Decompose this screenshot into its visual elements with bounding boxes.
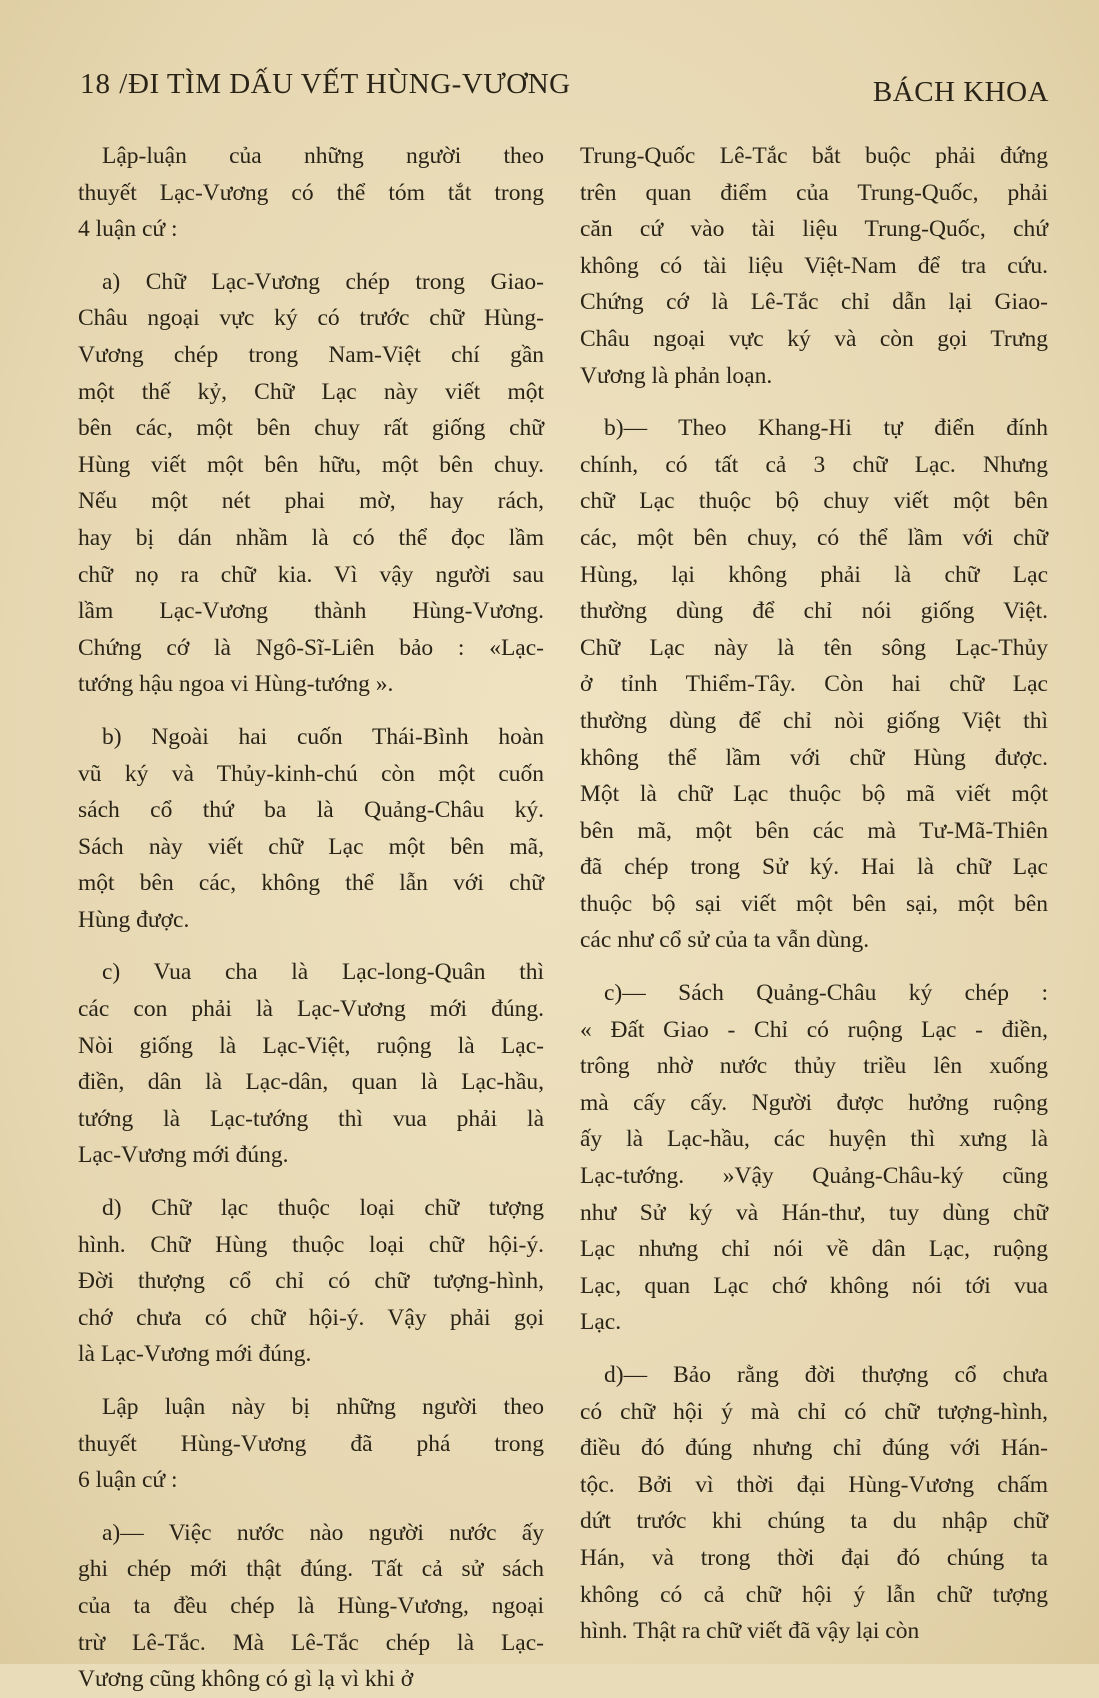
- text-line: Trung-Quốc Lê-Tắc bắt buộc phải đứng: [580, 143, 1048, 169]
- left-column: [78, 138, 544, 1698]
- paragraph: [580, 975, 1048, 1341]
- paragraph: [78, 264, 544, 703]
- text-line: thường dùng để chỉ nói giống Việt.: [580, 598, 1048, 625]
- text-line: Hùng được.: [78, 906, 190, 933]
- text-line: chữ nọ ra chữ kia. Vì vậy người sau: [78, 561, 544, 588]
- text-line: Vương là phản loạn.: [580, 362, 773, 389]
- text-line: không thể lầm với chữ Hùng được.: [580, 744, 1048, 771]
- text-line: b)— Theo Khang-Hi tự điển đính: [604, 415, 1048, 442]
- paragraph: [78, 138, 544, 248]
- text-line: ở tỉnh Thiểm-Tây. Còn hai chữ Lạc: [580, 671, 1048, 698]
- text-line: vũ ký và Thủy-kinh-chú còn một cuốn: [78, 760, 544, 787]
- text-line: Châu ngoại vực ký có trước chữ Hùng-: [78, 305, 544, 332]
- text-line: sách cổ thứ ba là Quảng-Châu ký.: [78, 797, 544, 824]
- text-line: bên các, một bên chuy rất giống chữ: [78, 415, 544, 442]
- text-line: là Lạc-Vương mới đúng.: [78, 1341, 312, 1368]
- text-line: d)— Bảo rằng đời thượng cổ chưa: [604, 1362, 1048, 1388]
- text-line: Chữ Lạc này là tên sông Lạc-Thủy: [580, 634, 1048, 661]
- text-line: chữ Lạc thuộc bộ chuy viết một bên: [580, 488, 1048, 515]
- text-line: Nếu một nét phai mờ, hay rách,: [78, 488, 544, 515]
- text-line: Lạc nhưng chỉ nói về dân Lạc, ruộng: [580, 1236, 1048, 1263]
- text-line: các, một bên chuy, có thể lầm với chữ: [580, 524, 1048, 551]
- text-line: trên quan điểm của Trung-Quốc, phải: [580, 179, 1048, 206]
- text-line: như Sử ký và Hán-thư, tuy dùng chữ: [580, 1199, 1048, 1226]
- text-line: một bên các, không thể lẫn với chữ: [78, 870, 544, 897]
- text-line: trông nhờ nước thủy triều lên xuống: [580, 1053, 1048, 1080]
- text-line: 6 luận cứ :: [78, 1467, 178, 1494]
- text-line: chớ chưa có chữ hội-ý. Vậy phải gọi: [78, 1304, 544, 1331]
- right-column: [580, 138, 1048, 1650]
- paragraph: [580, 138, 1048, 394]
- text-line: Nòi giống là Lạc-Việt, ruộng là Lạc-: [78, 1032, 544, 1059]
- text-line: hay bị dán nhầm là có thể đọc lầm: [78, 524, 544, 551]
- text-line: b) Ngoài hai cuốn Thái-Bình hoàn: [102, 723, 544, 750]
- text-line: Chứng cớ là Ngô-Sĩ-Liên bảo : «Lạc-: [78, 634, 544, 661]
- paragraph: [78, 1190, 544, 1373]
- text-line: « Đất Giao - Chỉ có ruộng Lạc - điền,: [580, 1016, 1048, 1043]
- text-line: trừ Lê-Tắc. Mà Lê-Tắc chép là Lạc-: [78, 1629, 544, 1656]
- text-line: d) Chữ lạc thuộc loại chữ tượng: [102, 1195, 544, 1222]
- text-line: tướng là Lạc-tướng thì vua phải là: [78, 1105, 544, 1132]
- text-line: a) Chữ Lạc-Vương chép trong Giao-: [102, 268, 544, 295]
- text-line: hình. Chữ Hùng thuộc loại chữ hội-ý.: [78, 1231, 544, 1258]
- text-line: Vương chép trong Nam-Việt chí gần: [78, 341, 544, 368]
- text-line: c)— Sách Quảng-Châu ký chép :: [604, 980, 1048, 1007]
- text-line: Lạc-Vương mới đúng.: [78, 1142, 289, 1169]
- text-line: tộc. Bởi vì thời đại Hùng-Vương chấm: [580, 1471, 1048, 1498]
- text-line: Hùng viết một bên hữu, một bên chuy.: [78, 451, 544, 478]
- text-line: Hán, và trong thời đại đó chúng ta: [580, 1544, 1048, 1571]
- text-line: có chữ hội ý mà chỉ có chữ tượng-hình,: [580, 1398, 1048, 1425]
- text-line: bên mã, một bên các mà Tư-Mã-Thiên: [580, 817, 1048, 844]
- text-line: c) Vua cha là Lạc-long-Quân thì: [102, 959, 544, 986]
- text-line: Đời thượng cổ chỉ có chữ tượng-hình,: [78, 1268, 544, 1295]
- text-line: đã chép trong Sử ký. Hai là chữ Lạc: [580, 854, 1048, 881]
- magazine-title: BÁCH KHOA: [872, 76, 1049, 108]
- text-line: Sách này viết chữ Lạc một bên mã,: [78, 833, 544, 860]
- page-number: 18 /: [80, 68, 129, 100]
- text-line: hình. Thật ra chữ viết đã vậy lại còn: [580, 1618, 920, 1645]
- text-line: ấy là Lạc-hầu, các huyện thì xưng là: [580, 1126, 1048, 1153]
- text-line: Lạc.: [580, 1309, 622, 1336]
- text-line: thuộc bộ sại viết một bên sại, một bên: [580, 890, 1048, 917]
- text-line: Vương cũng không có gì lạ vì khi ở: [78, 1666, 414, 1693]
- text-line: Một là chữ Lạc thuộc bộ mã viết một: [580, 781, 1048, 808]
- page-header: [80, 68, 1049, 108]
- text-line: không có tài liệu Việt-Nam để tra cứu.: [580, 252, 1048, 279]
- text-line: Lập luận này bị những người theo: [102, 1394, 544, 1420]
- text-line: a)— Việc nước nào người nước ấy: [102, 1519, 544, 1546]
- text-line: điều đó đúng nhưng chỉ đúng với Hán-: [580, 1435, 1048, 1462]
- article-title: ĐI TÌM DẤU VẾT HÙNG-VƯƠNG: [128, 68, 571, 100]
- text-line: dứt trước khi chúng ta du nhập chữ: [580, 1508, 1048, 1535]
- text-line: các con phải là Lạc-Vương mới đúng.: [78, 996, 544, 1023]
- paragraph: [78, 954, 544, 1174]
- text-line: thường dùng để chỉ nòi giống Việt thì: [580, 707, 1048, 734]
- text-line: Hùng, lại không phải là chữ Lạc: [580, 561, 1048, 588]
- paragraph: [580, 410, 1048, 959]
- text-line: chính, có tất cả 3 chữ Lạc. Nhưng: [580, 451, 1048, 478]
- text-line: Châu ngoại vực ký và còn gọi Trưng: [580, 325, 1048, 352]
- text-line: của ta đều chép là Hùng-Vương, ngoại: [78, 1592, 544, 1619]
- text-line: tướng hậu ngoa vi Hùng-tướng ».: [78, 671, 394, 698]
- text-line: thuyết Lạc-Vương có thể tóm tắt trong: [78, 179, 544, 206]
- paragraph: [78, 1389, 544, 1499]
- text-line: một thế kỷ, Chữ Lạc này viết một: [78, 378, 544, 405]
- text-line: Lập-luận của những người theo: [102, 143, 544, 169]
- paragraph: [580, 1357, 1048, 1650]
- text-line: Lạc-tướng. »Vậy Quảng-Châu-ký cũng: [580, 1163, 1048, 1190]
- paragraph: [78, 1515, 544, 1698]
- text-line: ghi chép mới thật đúng. Tất cả sử sách: [78, 1556, 544, 1583]
- text-line: Lạc, quan Lạc chớ không nói tới vua: [580, 1272, 1048, 1299]
- text-line: 4 luận cứ :: [78, 216, 178, 243]
- paragraph: [78, 719, 544, 939]
- text-line: lầm Lạc-Vương thành Hùng-Vương.: [78, 598, 544, 625]
- text-line: căn cứ vào tài liệu Trung-Quốc, chứ: [580, 216, 1048, 243]
- text-line: điền, dân là Lạc-dân, quan là Lạc-hầu,: [78, 1069, 544, 1096]
- text-line: các như cổ sử của ta vẫn dùng.: [580, 927, 870, 954]
- text-line: mà cấy cấy. Người được hưởng ruộng: [580, 1089, 1048, 1116]
- text-line: không có cả chữ hội ý lẫn chữ tượng: [580, 1581, 1048, 1608]
- text-line: thuyết Hùng-Vương đã phá trong: [78, 1430, 544, 1457]
- text-line: Chứng cớ là Lê-Tắc chỉ dẫn lại Giao-: [580, 289, 1048, 316]
